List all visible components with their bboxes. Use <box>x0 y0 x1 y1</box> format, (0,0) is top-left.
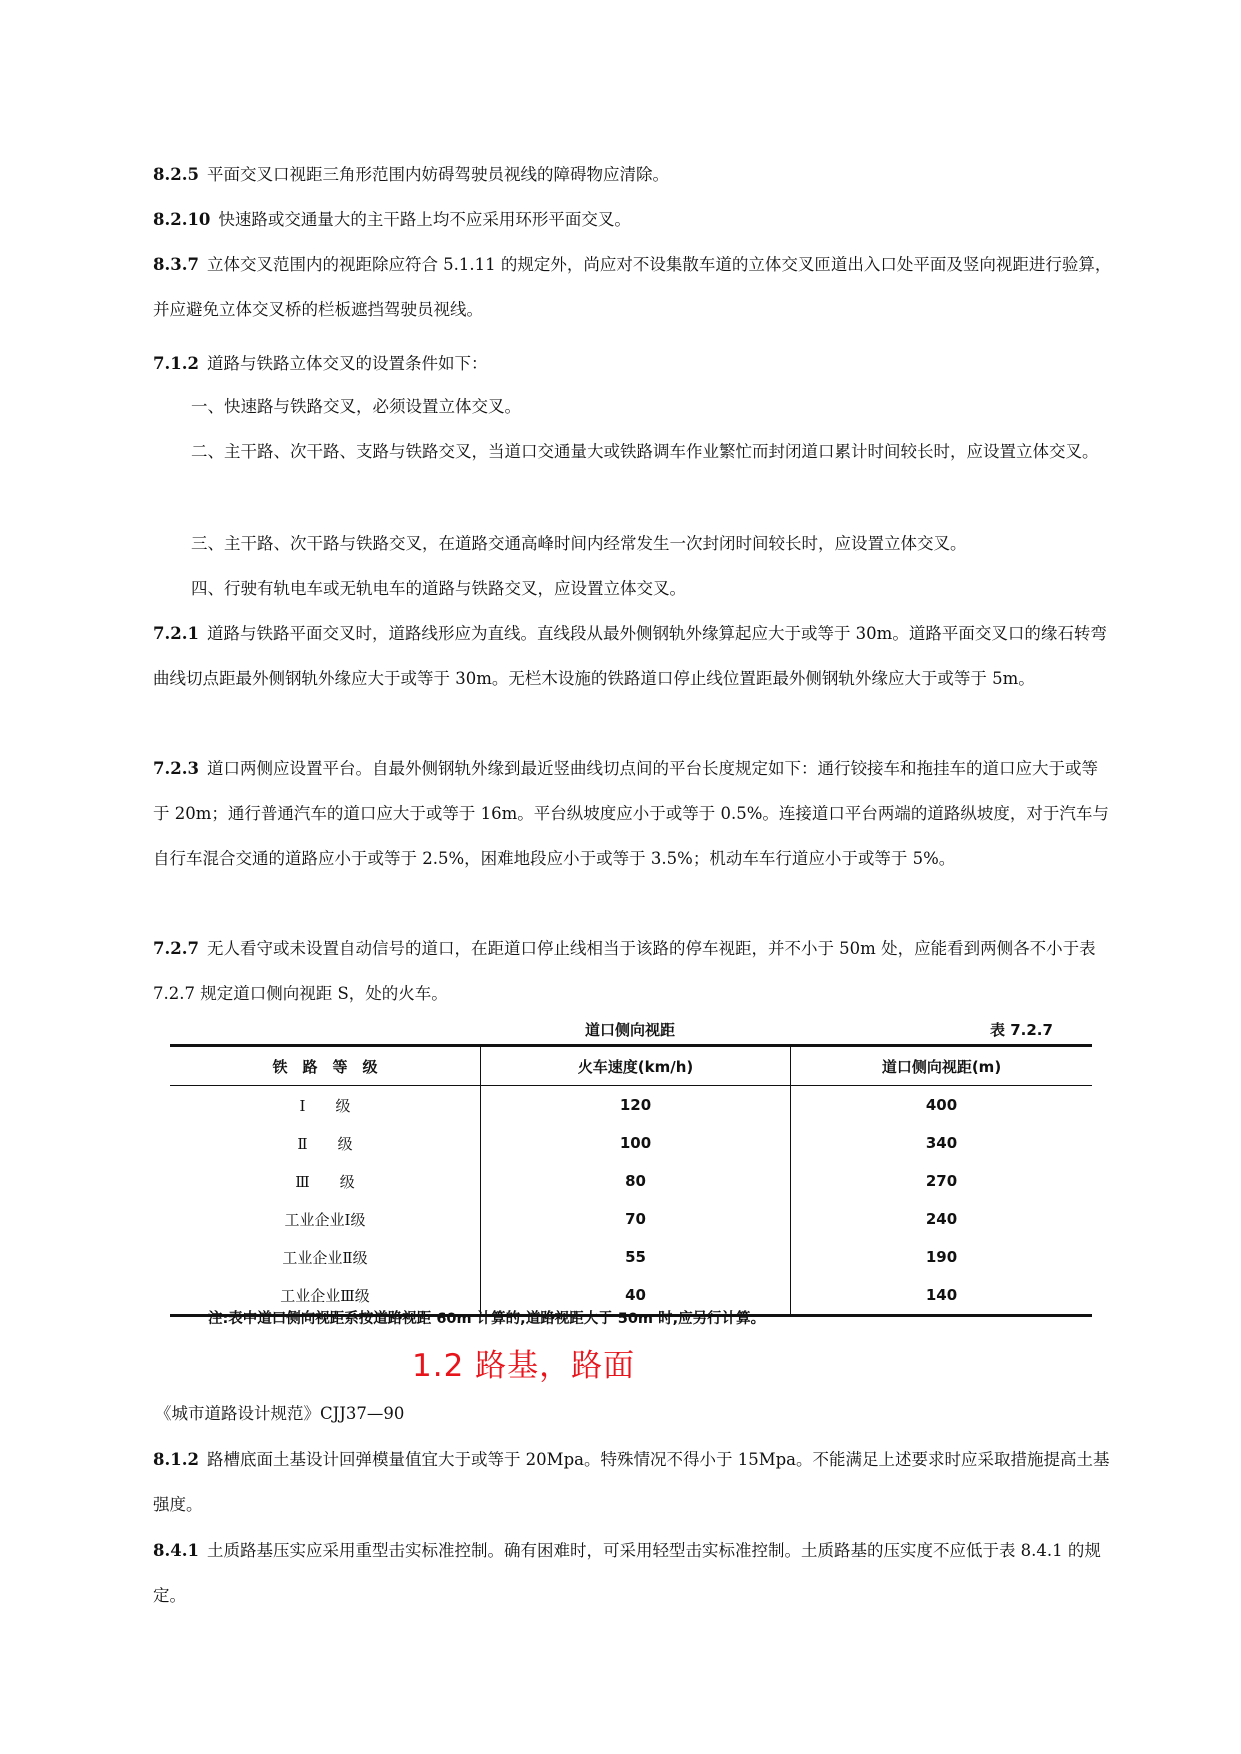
table-note: 注:表中道口侧向视距系按道路视距 60m 计算的,道路视距大于 50m 时,应另行计算。 <box>208 1311 766 1327</box>
clause-number: 8.1.2 <box>153 1450 199 1469</box>
clause-text: 无人看守或未设置自动信号的道口，在距道口停止线相当于该路的停车视距，并不小于 50m 处，应能看到两侧各不小于表 7.2.7 规定道口侧向视距 S，处的火车。 <box>153 939 1096 1003</box>
clause-8-1-2 <box>153 1437 1113 1527</box>
clause-7-2-1 <box>153 611 1113 701</box>
condition-item: 二、主干路、次干路、支路与铁路交叉，当道口交通量大或铁路调车作业繁忙而封闭道口累计时间较长时，应设置立体交叉。 <box>191 442 1099 461</box>
clause-number: 7.1.2 <box>153 354 199 373</box>
rail-grade-cell: 工业企业Ⅱ级 <box>282 1248 368 1267</box>
clause-text: 道路与铁路立体交叉的设置条件如下： <box>206 354 488 373</box>
rail-grade-cell: Ⅰ 级 <box>299 1096 351 1115</box>
distance-cell: 240 <box>791 1200 1093 1238</box>
speed-cell: 40 <box>481 1276 791 1316</box>
clause-text: 道路与铁路平面交叉时，道路线形应为直线。直线段从最外侧钢轨外缘算起应大于或等于 30m。道路平面交叉口的缘石转弯曲线切点距最外侧钢轨外缘应大于或等于 30m。无栏木设施的铁路道口停止线位置距最外侧钢轨外缘应大于或等于 5m。 <box>153 624 1107 688</box>
clause-8-3-7 <box>153 242 1113 332</box>
section-heading: 1.2 路基，路面 <box>412 1348 636 1384</box>
clause-7-2-7 <box>153 926 1113 1016</box>
rail-grade-cell: 工业企业Ⅰ级 <box>284 1210 366 1229</box>
header-sight-distance: 道口侧向视距(m) <box>791 1046 1093 1086</box>
distance-cell: 400 <box>791 1086 1093 1125</box>
distance-cell: 340 <box>791 1124 1093 1162</box>
rail-grade-cell: Ⅲ 级 <box>295 1172 355 1191</box>
header-train-speed: 火车速度(km/h) <box>481 1046 791 1086</box>
table-header-row <box>170 1046 1092 1086</box>
speed-cell: 55 <box>481 1238 791 1276</box>
speed-cell: 80 <box>481 1162 791 1200</box>
clause-text: 立体交叉范围内的视距除应符合 5.1.11 的规定外，尚应对不设集散车道的立体交叉匝道出入口处平面及竖向视距进行验算，并应避免立体交叉桥的栏板遮挡驾驶员视线。 <box>153 255 1112 319</box>
clause-text: 快速路或交通量大的主干路上均不应采用环形平面交叉。 <box>218 210 631 229</box>
clause-number: 7.2.3 <box>153 759 199 778</box>
clause-number: 7.2.1 <box>153 624 199 643</box>
distance-cell: 270 <box>791 1162 1093 1200</box>
condition-item: 三、主干路、次干路与铁路交叉，在道路交通高峰时间内经常发生一次封闭时间较长时，应设置立体交叉。 <box>191 534 967 553</box>
table-row <box>170 1086 1092 1125</box>
clause-text: 平面交叉口视距三角形范围内妨碍驾驶员视线的障碍物应清除。 <box>206 165 669 184</box>
clause-8-2-5 <box>153 152 1113 197</box>
header-rail-grade: 铁 路 等 级 <box>170 1046 481 1086</box>
clause-text: 道口两侧应设置平台。自最外侧钢轨外缘到最近竖曲线切点间的平台长度规定如下：通行铰接车和拖挂车的道口应大于或等于 20m；通行普通汽车的道口应大于或等于 16m。平台纵坡度应小于或等于 0.5%。连接道口平台两端的道路纵坡度，对于汽车与自行车混合交通的道路应小于或等于 2.5%，困难地段应小于或等于 3.5%；机动车车行道应小于或等于 5%。 <box>153 759 1109 868</box>
distance-cell: 140 <box>791 1276 1093 1316</box>
clause-text: 土质路基压实应采用重型击实标准控制。确有困难时，可采用轻型击实标准控制。土质路基的压实度不应低于表 8.4.1 的规定。 <box>153 1541 1101 1605</box>
rail-grade-cell: Ⅱ 级 <box>297 1134 353 1153</box>
table-row <box>170 1124 1092 1162</box>
condition-item: 一、快速路与铁路交叉，必须设置立体交叉。 <box>191 397 521 416</box>
table-row <box>170 1200 1092 1238</box>
table-number: 表 7.2.7 <box>990 1021 1053 1039</box>
table-row <box>170 1238 1092 1276</box>
clause-7-1-2 <box>153 341 1113 386</box>
distance-cell: 190 <box>791 1238 1093 1276</box>
table-row <box>170 1162 1092 1200</box>
sight-distance-table <box>170 1044 1092 1317</box>
clause-number: 7.2.7 <box>153 939 199 958</box>
clause-text: 路槽底面土基设计回弹模量值宜大于或等于 20Mpa。特殊情况不得小于 15Mpa。不能满足上述要求时应采取措施提高土基强度。 <box>153 1450 1110 1514</box>
condition-item: 四、行驶有轨电车或无轨电车的道路与铁路交叉，应设置立体交叉。 <box>191 579 686 598</box>
reference-standard: 《城市道路设计规范》CJJ37—90 <box>155 1404 405 1423</box>
clause-7-2-3 <box>153 746 1113 881</box>
table-title: 道口侧向视距 <box>585 1021 676 1039</box>
clause-number: 8.3.7 <box>153 255 199 274</box>
rail-grade-cell: 工业企业Ⅲ级 <box>170 1276 481 1316</box>
speed-cell: 120 <box>481 1086 791 1125</box>
clause-number: 8.2.10 <box>153 210 211 229</box>
speed-cell: 100 <box>481 1124 791 1162</box>
clause-number: 8.4.1 <box>153 1541 199 1560</box>
clause-8-2-10 <box>153 197 1113 242</box>
speed-cell: 70 <box>481 1200 791 1238</box>
clause-number: 8.2.5 <box>153 165 199 184</box>
clause-8-4-1 <box>153 1528 1113 1618</box>
